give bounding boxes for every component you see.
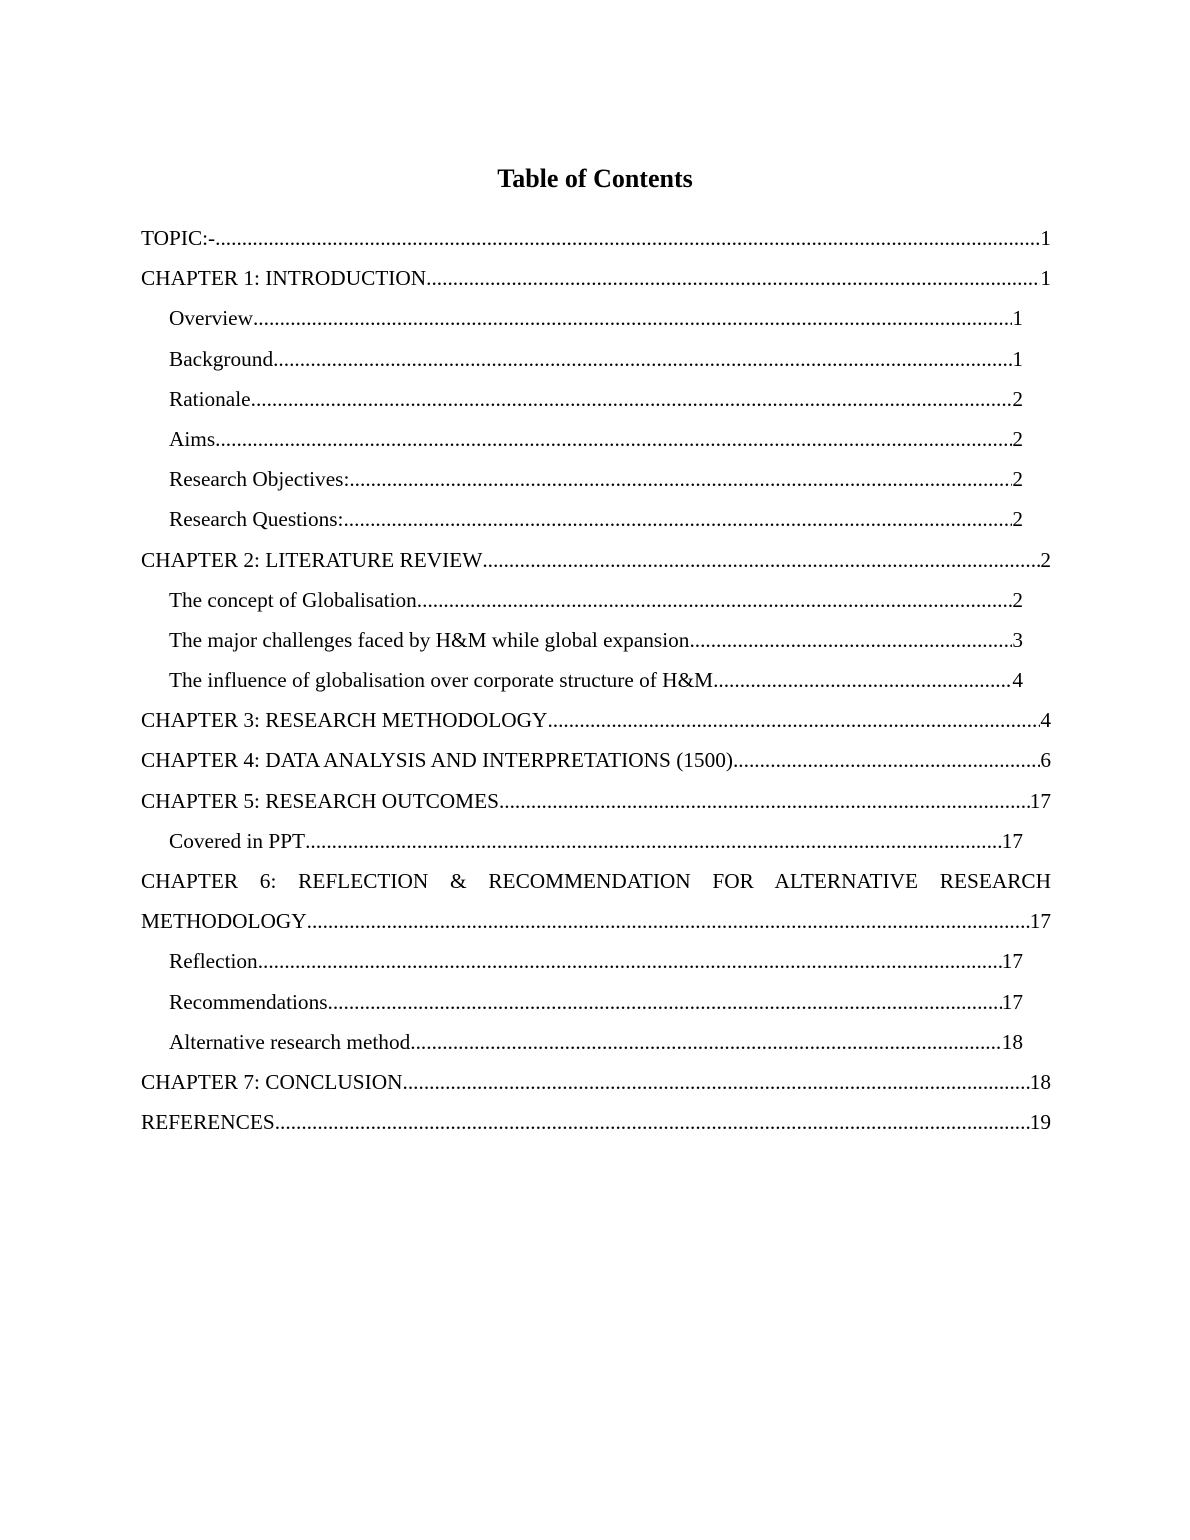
toc-entry-text: The influence of globalisation over corporate structure of H&M xyxy=(169,668,714,693)
toc-entry-page: 17 xyxy=(1029,788,1051,813)
toc-entry-chapter-1[interactable] xyxy=(141,258,1051,298)
toc-leader-dots xyxy=(307,901,1030,941)
toc-entry-reflection[interactable] xyxy=(169,941,1023,981)
toc-leader-dots xyxy=(251,379,1013,419)
toc-entry-chapter-6[interactable] xyxy=(141,901,1051,941)
toc-entry-text: Background xyxy=(169,346,274,371)
toc-entry-page: 1 xyxy=(1012,306,1023,331)
toc-leader-dots xyxy=(305,821,1002,861)
toc-leader-dots xyxy=(499,781,1030,821)
toc-entry-research-objectives[interactable] xyxy=(169,459,1023,499)
toc-leader-dots xyxy=(426,258,1040,298)
toc-entry-page: 2 xyxy=(1012,507,1023,532)
toc-entry-page: 6 xyxy=(1040,748,1051,773)
toc-entry-text: CHAPTER 1: INTRODUCTION xyxy=(141,266,427,291)
toc-leader-dots xyxy=(733,740,1040,780)
toc-entry-text: Research Questions: xyxy=(169,507,344,532)
toc-entry-page: 17 xyxy=(1001,989,1023,1014)
toc-entry-page: 2 xyxy=(1012,386,1023,411)
toc-entry-page: 4 xyxy=(1012,668,1023,693)
toc-entry-influence-of-globalisation[interactable] xyxy=(169,660,1023,700)
toc-leader-dots xyxy=(343,499,1012,539)
toc-entry-text: CHAPTER 7: CONCLUSION xyxy=(141,1069,403,1094)
toc-entry-page: 2 xyxy=(1012,587,1023,612)
toc-entry-overview[interactable] xyxy=(169,298,1023,338)
toc-entry-text: CHAPTER 4: DATA ANALYSIS AND INTERPRETATIONS (1500) xyxy=(141,748,733,773)
toc-leader-dots xyxy=(215,218,1040,258)
toc-entry-text: The concept of Globalisation xyxy=(169,587,417,612)
toc-entry-text: Overview xyxy=(169,306,253,331)
toc-leader-dots xyxy=(328,982,1002,1022)
toc-entry-page: 17 xyxy=(1029,909,1051,934)
toc-entry-page: 19 xyxy=(1029,1110,1051,1135)
toc-entry-major-challenges[interactable] xyxy=(169,620,1023,660)
toc-entry-research-questions[interactable] xyxy=(169,499,1023,539)
toc-leader-dots xyxy=(689,620,1012,660)
toc-entry-page: 1 xyxy=(1040,226,1051,250)
toc-entry-text: Recommendations xyxy=(169,989,328,1014)
toc-entry-page: 3 xyxy=(1012,627,1023,652)
toc-entry-page: 4 xyxy=(1040,708,1051,733)
toc-entry-page: 2 xyxy=(1012,426,1023,451)
toc-entry-text: Research Objectives: xyxy=(169,467,350,492)
toc-entry-text: Reflection xyxy=(169,949,258,974)
toc-leader-dots xyxy=(258,941,1002,981)
toc-entry-page: 2 xyxy=(1040,547,1051,572)
toc-entry-page: 17 xyxy=(1001,828,1023,853)
toc-entry-text: TOPIC:- xyxy=(141,226,216,250)
toc-leader-dots xyxy=(417,580,1013,620)
toc-entry-background[interactable] xyxy=(169,339,1023,379)
toc-leader-dots xyxy=(547,700,1040,740)
toc-entry-chapter-3[interactable] xyxy=(141,700,1051,740)
toc-leader-dots xyxy=(482,540,1040,580)
toc-entry-text: Rationale xyxy=(169,386,251,411)
toc-entry-covered-in-ppt[interactable] xyxy=(169,821,1023,861)
toc-title: Table of Contents xyxy=(497,164,693,193)
toc-leader-dots xyxy=(253,298,1012,338)
toc-entry-recommendations[interactable] xyxy=(169,982,1023,1022)
toc-entry-chapter-4[interactable] xyxy=(141,740,1051,780)
toc-entry-page: 18 xyxy=(1001,1029,1023,1054)
toc-entry-rationale[interactable] xyxy=(169,379,1023,419)
toc-entry-chapter-2[interactable] xyxy=(141,540,1051,580)
toc-entry-chapter-6-line-1[interactable]: CHAPTER 6: REFLECTION & RECOMMENDATION FOR ALTERNATIVE RESEARCH xyxy=(141,869,1051,893)
toc-entry-text: METHODOLOGY xyxy=(141,909,307,934)
toc-entry-chapter-5[interactable] xyxy=(141,781,1051,821)
toc-entry-page: 17 xyxy=(1001,949,1023,974)
toc-entry-text: Covered in PPT xyxy=(169,828,306,853)
toc-entry-concept-of-globalisation[interactable] xyxy=(169,580,1023,620)
toc-entry-text: REFERENCES xyxy=(141,1110,275,1135)
toc-entry-chapter-7[interactable] xyxy=(141,1062,1051,1102)
toc-entry-text: CHAPTER 5: RESEARCH OUTCOMES xyxy=(141,788,499,813)
toc-entry-references[interactable] xyxy=(141,1102,1051,1142)
toc-entry-topic[interactable] xyxy=(141,218,1051,258)
toc-leader-dots xyxy=(713,660,1012,700)
toc-entry-text: CHAPTER 3: RESEARCH METHODOLOGY xyxy=(141,708,548,733)
toc-leader-dots xyxy=(215,419,1012,459)
toc-entry-text: Aims xyxy=(169,426,216,451)
toc-entry-aims[interactable] xyxy=(169,419,1023,459)
toc-entry-page: 18 xyxy=(1029,1069,1051,1094)
toc-leader-dots xyxy=(410,1022,1001,1062)
toc-leader-dots xyxy=(275,1102,1030,1142)
toc-entry-page: 1 xyxy=(1012,346,1023,371)
toc-entry-page: 1 xyxy=(1040,266,1051,291)
toc-leader-dots xyxy=(349,459,1012,499)
toc-entry-text: CHAPTER 2: LITERATURE REVIEW xyxy=(141,547,483,572)
toc-leader-dots xyxy=(273,339,1012,379)
toc-leader-dots xyxy=(403,1062,1030,1102)
toc-entry-page: 2 xyxy=(1012,467,1023,492)
toc-entry-text: Alternative research method xyxy=(169,1029,411,1054)
toc-entry-text: The major challenges faced by H&M while global expansion xyxy=(169,627,690,652)
toc-list xyxy=(141,218,1051,1142)
toc-entry-alternative-research-method[interactable] xyxy=(169,1022,1023,1062)
